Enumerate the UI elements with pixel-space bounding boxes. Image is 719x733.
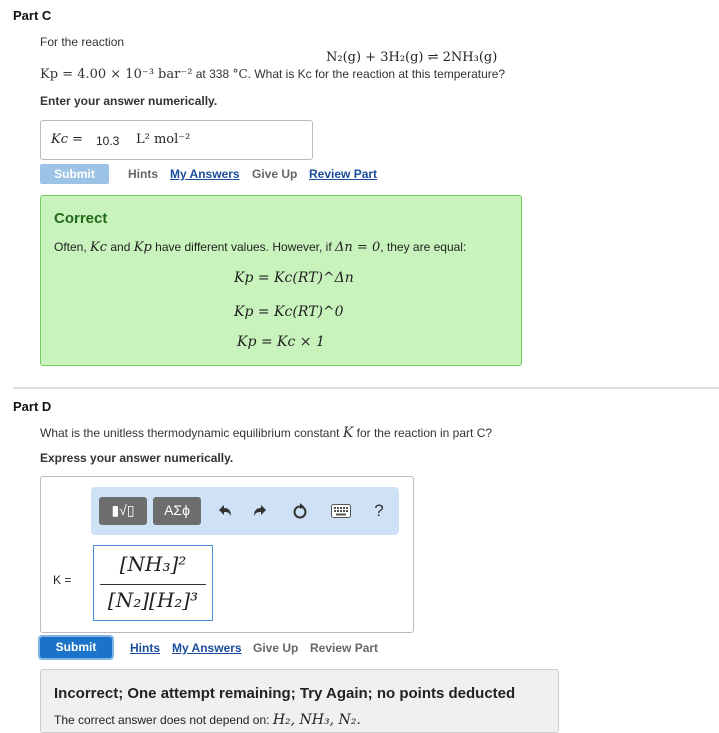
redo-icon[interactable] bbox=[246, 497, 274, 525]
at-temp-text: at 338 bbox=[195, 67, 230, 81]
part-d-my-answers-link[interactable]: My Answers bbox=[172, 641, 242, 655]
kc-value: 10.3 bbox=[96, 134, 120, 148]
incorrect-title: Incorrect; One attempt remaining; Try Again; no points deducted bbox=[54, 685, 516, 702]
fraction-denominator: [N₂][H₂]³ bbox=[107, 588, 199, 612]
math-toolbar bbox=[91, 487, 399, 535]
fraction-input[interactable] bbox=[93, 545, 213, 621]
equation-3: Kp = Kc × 1 bbox=[237, 334, 325, 350]
incorrect-prefix: The correct answer does not depend on: bbox=[54, 713, 270, 727]
kc-label: Kc = bbox=[51, 132, 84, 147]
part-d-give-up-link[interactable]: Give Up bbox=[253, 641, 299, 655]
explanation-kp: Kp bbox=[133, 240, 152, 255]
part-d-review-part-link[interactable]: Review Part bbox=[310, 641, 379, 655]
help-button[interactable]: ? bbox=[374, 501, 384, 520]
part-c-submit-button[interactable]: Submit bbox=[40, 164, 109, 184]
part-c-hints-link[interactable]: Hints bbox=[128, 167, 158, 181]
fraction-bar bbox=[100, 584, 206, 585]
question-suffix: for the reaction in part C? bbox=[356, 426, 493, 440]
correct-explanation bbox=[54, 240, 466, 255]
correct-feedback-box bbox=[40, 195, 522, 366]
section-divider bbox=[13, 387, 719, 389]
explanation-prefix: Often, bbox=[54, 240, 87, 254]
kc-answer-field[interactable] bbox=[40, 120, 313, 160]
incorrect-vars: H₂, NH₃, N₂. bbox=[272, 712, 361, 728]
templates-button[interactable]: ▮√▯ bbox=[99, 497, 147, 525]
explanation-end: , they are equal: bbox=[380, 240, 467, 254]
part-c-intro: For the reaction bbox=[40, 35, 125, 49]
question-k: K bbox=[342, 425, 354, 441]
kc-unit: L² mol⁻² bbox=[136, 132, 191, 147]
reaction-equation: N₂(g) + 3H₂(g) ⇌ 2NH₃(g) bbox=[326, 50, 498, 65]
correct-title: Correct bbox=[54, 210, 108, 227]
part-d-submit-button[interactable]: Submit bbox=[40, 637, 112, 658]
part-d-title: Part D bbox=[13, 399, 52, 414]
part-c-question bbox=[40, 67, 505, 82]
part-c-instruction: Enter your answer numerically. bbox=[40, 94, 218, 108]
fraction-numerator: [NH₃]² bbox=[119, 552, 187, 576]
kp-expression: Kp = 4.00 × 10⁻³ bar⁻² bbox=[40, 67, 193, 82]
explanation-kc: Kc bbox=[90, 240, 108, 255]
equation-1: Kp = Kc(RT)^Δn bbox=[234, 270, 354, 286]
reset-icon[interactable] bbox=[286, 497, 314, 525]
part-c-review-part-link[interactable]: Review Part bbox=[309, 167, 378, 181]
keyboard-icon[interactable] bbox=[326, 497, 356, 525]
question-text: . What is Kc for the reaction at this temperature? bbox=[247, 67, 506, 81]
explanation-mid: have different values. However, if bbox=[155, 240, 332, 254]
temp-unit: °C bbox=[232, 67, 248, 81]
explanation-and: and bbox=[110, 240, 131, 254]
explanation-delta-n: Δn = 0 bbox=[335, 240, 381, 255]
equation-2: Kp = Kc(RT)^0 bbox=[234, 304, 344, 320]
part-c-give-up-link[interactable]: Give Up bbox=[252, 167, 298, 181]
part-d-hints-link[interactable]: Hints bbox=[130, 641, 160, 655]
k-label: K = bbox=[53, 573, 72, 587]
k-answer-editor[interactable] bbox=[40, 476, 414, 633]
incorrect-feedback-box bbox=[40, 669, 559, 733]
incorrect-explanation bbox=[54, 712, 361, 728]
part-d-question bbox=[40, 425, 492, 441]
question-prefix: What is the unitless thermodynamic equilibrium constant bbox=[40, 426, 340, 440]
part-c-my-answers-link[interactable]: My Answers bbox=[170, 167, 240, 181]
undo-icon[interactable] bbox=[211, 497, 239, 525]
part-d-instruction: Express your answer numerically. bbox=[40, 451, 234, 465]
part-c-title: Part C bbox=[13, 8, 52, 23]
greek-symbols-button[interactable]: ΑΣϕ bbox=[153, 497, 201, 525]
